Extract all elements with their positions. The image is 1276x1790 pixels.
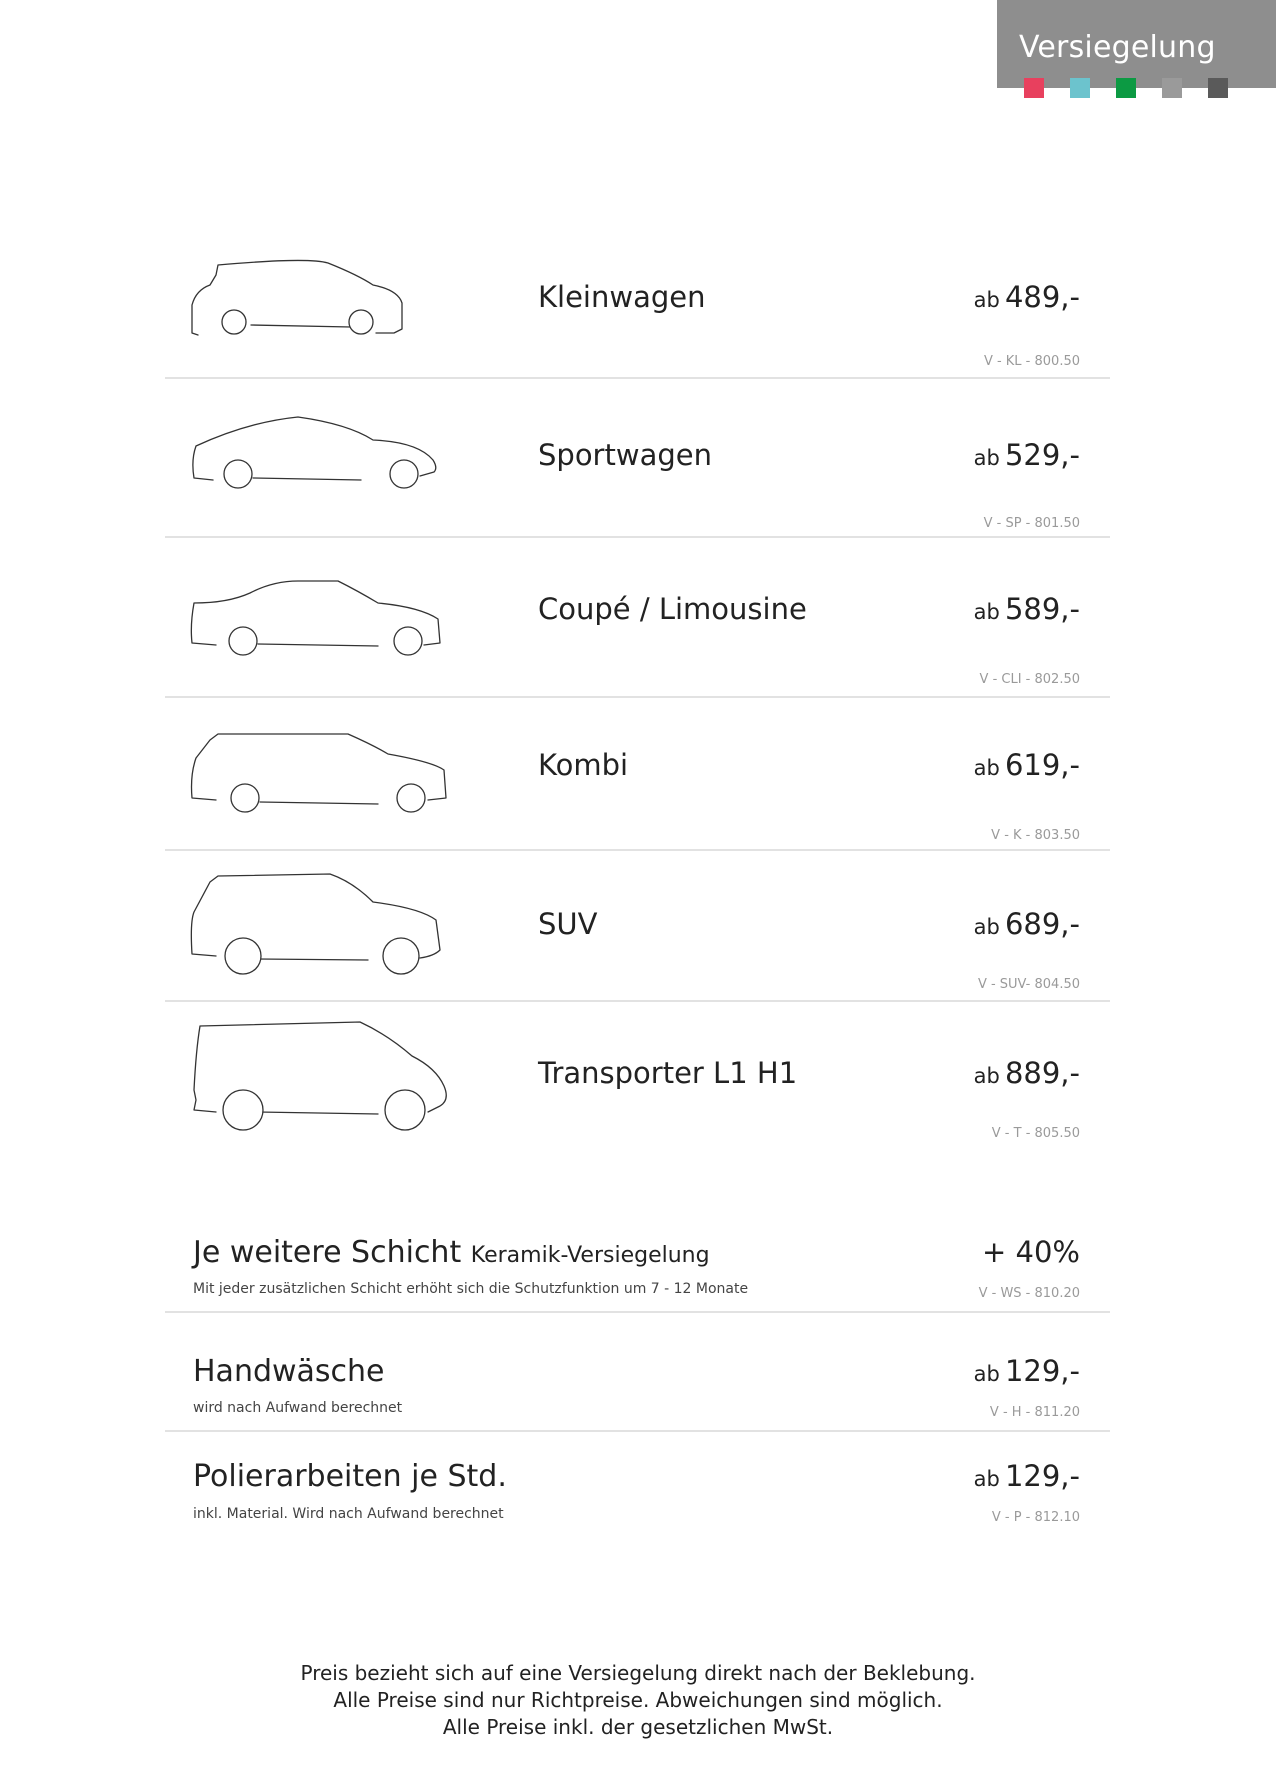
- service-note: Mit jeder zusätzlichen Schicht erhöht sich die Schutzfunktion um 7 - 12 Monate: [193, 1281, 749, 1297]
- color-swatch-cyan: [1070, 78, 1090, 98]
- price-row-transporter: [165, 1020, 1110, 1150]
- service-note: wird nach Aufwand berechnet: [193, 1400, 403, 1416]
- small-car-icon: [188, 255, 428, 350]
- vehicle-name: Sportwagen: [538, 438, 712, 472]
- sports-car-icon: [188, 412, 448, 497]
- vehicle-price: ab 619,-: [973, 748, 1080, 782]
- color-swatch-red: [1024, 78, 1044, 98]
- vehicle-name: Coupé / Limousine: [538, 592, 807, 626]
- row-divider: [165, 1430, 1110, 1432]
- vehicle-price: ab 889,-: [973, 1056, 1080, 1090]
- color-swatch-green: [1116, 78, 1136, 98]
- footer-line: Preis bezieht sich auf eine Versiegelung direkt nach der Beklebung.: [300, 1661, 976, 1685]
- service-row-additional-layer: [165, 1235, 1110, 1315]
- price-row-suv: [165, 872, 1110, 997]
- service-title: Handwäsche: [193, 1354, 385, 1389]
- vehicle-name: Transporter L1 H1: [538, 1056, 798, 1090]
- article-code: V - KL - 800.50: [983, 354, 1080, 369]
- price-row-kleinwagen: [165, 255, 1110, 375]
- row-divider: [165, 377, 1110, 379]
- service-price: + 40%: [982, 1235, 1080, 1269]
- vehicle-name: Kleinwagen: [538, 280, 706, 314]
- service-row-polierarbeiten: [165, 1459, 1110, 1539]
- article-code: V - P - 812.10: [991, 1510, 1080, 1525]
- section-title: Versiegelung: [1019, 30, 1216, 65]
- color-swatch-gray: [1162, 78, 1182, 98]
- row-divider: [165, 849, 1110, 851]
- service-title: Je weitere Schicht Keramik-Versiegelung: [193, 1235, 710, 1270]
- van-icon: [188, 1020, 463, 1135]
- service-price: ab 129,-: [973, 1354, 1080, 1388]
- price-row-coupe-limousine: [165, 575, 1110, 700]
- row-divider: [165, 1311, 1110, 1313]
- row-divider: [165, 536, 1110, 538]
- service-price: ab 129,-: [973, 1459, 1080, 1493]
- sedan-car-icon: [188, 575, 458, 660]
- footer-notes: [0, 1660, 1276, 1741]
- vehicle-name: Kombi: [538, 748, 629, 782]
- vehicle-name: SUV: [538, 907, 598, 941]
- vehicle-price: ab 529,-: [973, 438, 1080, 472]
- article-code: V - K - 803.50: [991, 828, 1080, 843]
- price-row-kombi: [165, 730, 1110, 855]
- station-wagon-icon: [188, 730, 463, 818]
- suv-icon: [188, 872, 458, 977]
- service-title: Polierarbeiten je Std.: [193, 1459, 507, 1494]
- section-tab: [997, 0, 1276, 88]
- article-code: V - T - 805.50: [991, 1126, 1080, 1141]
- footer-line: Alle Preise sind nur Richtpreise. Abweichungen sind möglich.: [333, 1688, 943, 1712]
- article-code: V - SP - 801.50: [983, 516, 1080, 531]
- service-note: inkl. Material. Wird nach Aufwand berechnet: [193, 1506, 504, 1522]
- price-row-sportwagen: [165, 412, 1110, 537]
- article-code: V - H - 811.20: [989, 1405, 1080, 1420]
- article-code: V - SUV- 804.50: [977, 977, 1080, 992]
- article-code: V - CLI - 802.50: [979, 672, 1080, 687]
- article-code: V - WS - 810.20: [978, 1286, 1080, 1301]
- vehicle-price: ab 689,-: [973, 907, 1080, 941]
- service-row-handwaesche: [165, 1354, 1110, 1434]
- row-divider: [165, 1000, 1110, 1002]
- vehicle-price: ab 489,-: [973, 280, 1080, 314]
- color-swatch-dark-gray: [1208, 78, 1228, 98]
- vehicle-price: ab 589,-: [973, 592, 1080, 626]
- footer-line: Alle Preise inkl. der gesetzlichen MwSt.: [442, 1715, 834, 1739]
- row-divider: [165, 696, 1110, 698]
